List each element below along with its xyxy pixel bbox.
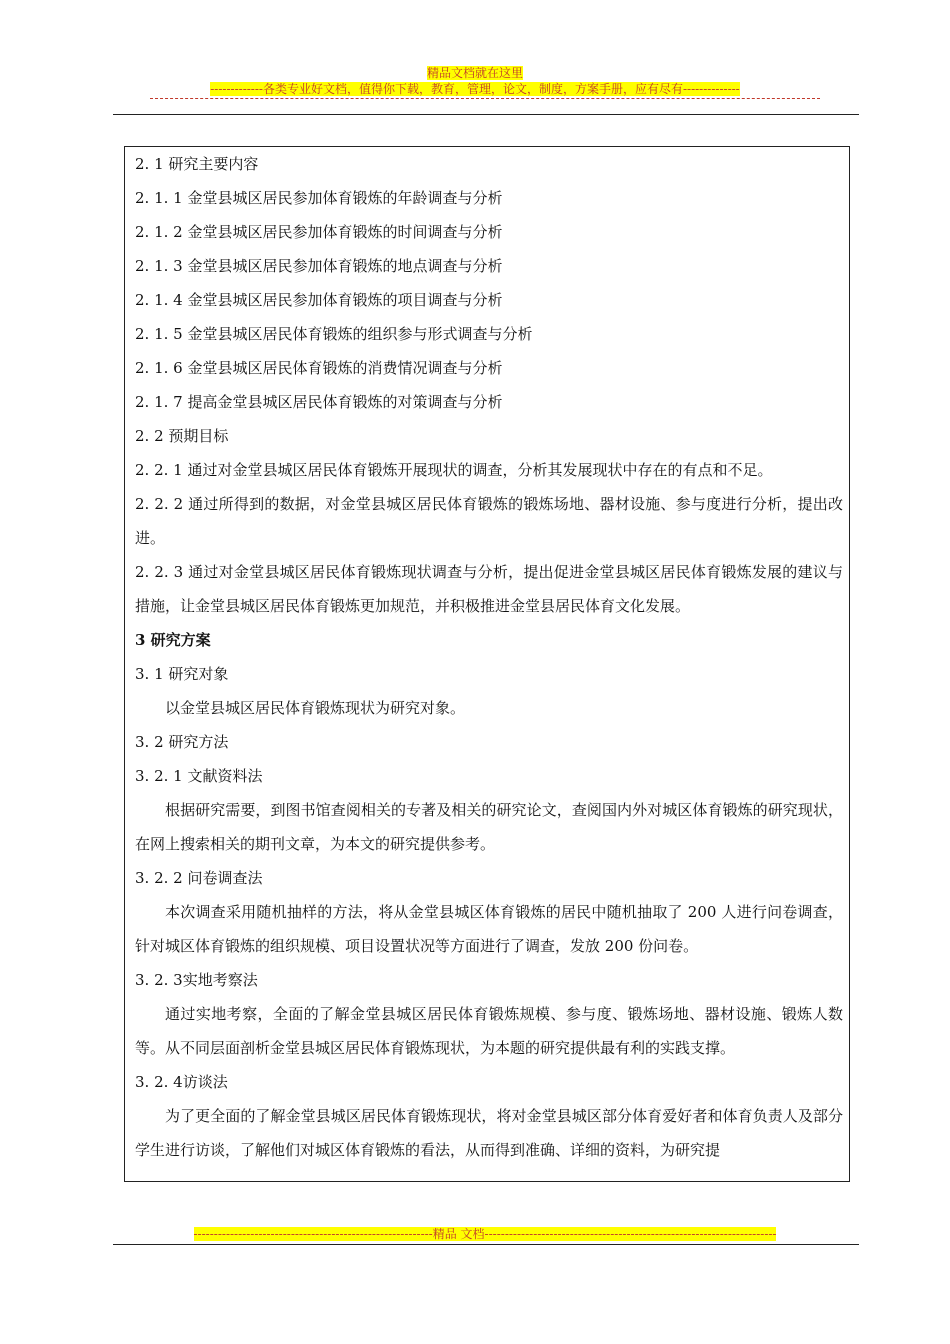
header-title [0, 66, 950, 80]
paragraph-3-2-3: 通过实地考察，全面的了解金堂县城区居民体育锻炼规模、参与度、锻炼场地、器材设施、锻炼人数等。从不同层面剖析金堂县城区居民体育锻炼现状，为本题的研究提供最有利的实践支撑。 [135, 1005, 843, 1057]
paragraph-3-1: 以金堂县城区居民体育锻炼现状为研究对象。 [165, 699, 466, 717]
heading-3-2-4: 3. 2. 4访谈法 [135, 1073, 228, 1091]
heading-3-2: 3. 2 研究方法 [135, 733, 229, 751]
content-box [124, 146, 850, 1182]
item-2-2-3: 2. 2. 3 通过对金堂县城区居民体育锻炼现状调查与分析，提出促进金堂县城区居民体育锻炼发展的建议与措施，让金堂县城区居民体育锻炼更加规范，并积极推进金堂县居民体育文化发展。 [135, 563, 843, 615]
item-2-1-5: 2. 1. 5 金堂县城区居民体育锻炼的组织参与形式调查与分析 [135, 325, 533, 343]
document-body [135, 147, 843, 1167]
footer-rule [113, 1244, 859, 1245]
footer-banner [150, 1227, 820, 1241]
paragraph-3-2-4: 为了更全面的了解金堂县城区居民体育锻炼现状，将对金堂县城区部分体育爱好者和体育负责人及部分学生进行访谈，了解他们对城区体育锻炼的看法，从而得到准确、详细的资料，为研究提 [135, 1107, 843, 1159]
heading-3: 3 研究方案 [135, 631, 211, 649]
footer-text: -----------------------------------------------------------精品 文档------------------------------------------------------------------------ [193, 1227, 777, 1241]
header-title-text: 精品文档就在这里 [426, 66, 523, 80]
header-tagline-text: -------------各类专业好文档，值得你下载，教育，管理，论文，制度，方案手册，应有尽有-------------- [210, 82, 740, 96]
item-2-2-1: 2. 2. 1 通过对金堂县城区居民体育锻炼开展现状的调查，分析其发展现状中存在的有点和不足。 [135, 461, 773, 479]
paragraph-3-2-2: 本次调查采用随机抽样的方法，将从金堂县城区体育锻炼的居民中随机抽取了 200 人进行问卷调查，针对城区体育锻炼的组织规模、项目设置状况等方面进行了调查，发放 200 份问卷。 [135, 903, 843, 955]
header-rule [113, 114, 859, 115]
item-2-1-7: 2. 1. 7 提高金堂县城区居民体育锻炼的对策调查与分析 [135, 393, 503, 411]
item-2-1-3: 2. 1. 3 金堂县城区居民参加体育锻炼的地点调查与分析 [135, 257, 503, 275]
item-2-1-1: 2. 1. 1 金堂县城区居民参加体育锻炼的年龄调查与分析 [135, 189, 503, 207]
item-2-2-2: 2. 2. 2 通过所得到的数据，对金堂县城区居民体育锻炼的锻炼场地、器材设施、参与度进行分析，提出改进。 [135, 495, 843, 547]
item-2-1-6: 2. 1. 6 金堂县城区居民体育锻炼的消费情况调查与分析 [135, 359, 503, 377]
heading-3-2-2: 3. 2. 2 问卷调查法 [135, 869, 263, 887]
item-2-1-2: 2. 1. 2 金堂县城区居民参加体育锻炼的时间调查与分析 [135, 223, 503, 241]
heading-3-2-1: 3. 2. 1 文献资料法 [135, 767, 263, 785]
heading-2-2: 2. 2 预期目标 [135, 427, 229, 445]
paragraph-3-2-1: 根据研究需要，到图书馆查阅相关的专著及相关的研究论文，查阅国内外对城区体育锻炼的研究现状，在网上搜索相关的期刊文章，为本文的研究提供参考。 [135, 801, 843, 853]
heading-2-1: 2. 1 研究主要内容 [135, 155, 259, 173]
header-tagline [0, 82, 950, 96]
header-dashed-line [150, 98, 820, 109]
item-2-1-4: 2. 1. 4 金堂县城区居民参加体育锻炼的项目调查与分析 [135, 291, 503, 309]
heading-3-1: 3. 1 研究对象 [135, 665, 229, 683]
heading-3-2-3: 3. 2. 3实地考察法 [135, 971, 258, 989]
